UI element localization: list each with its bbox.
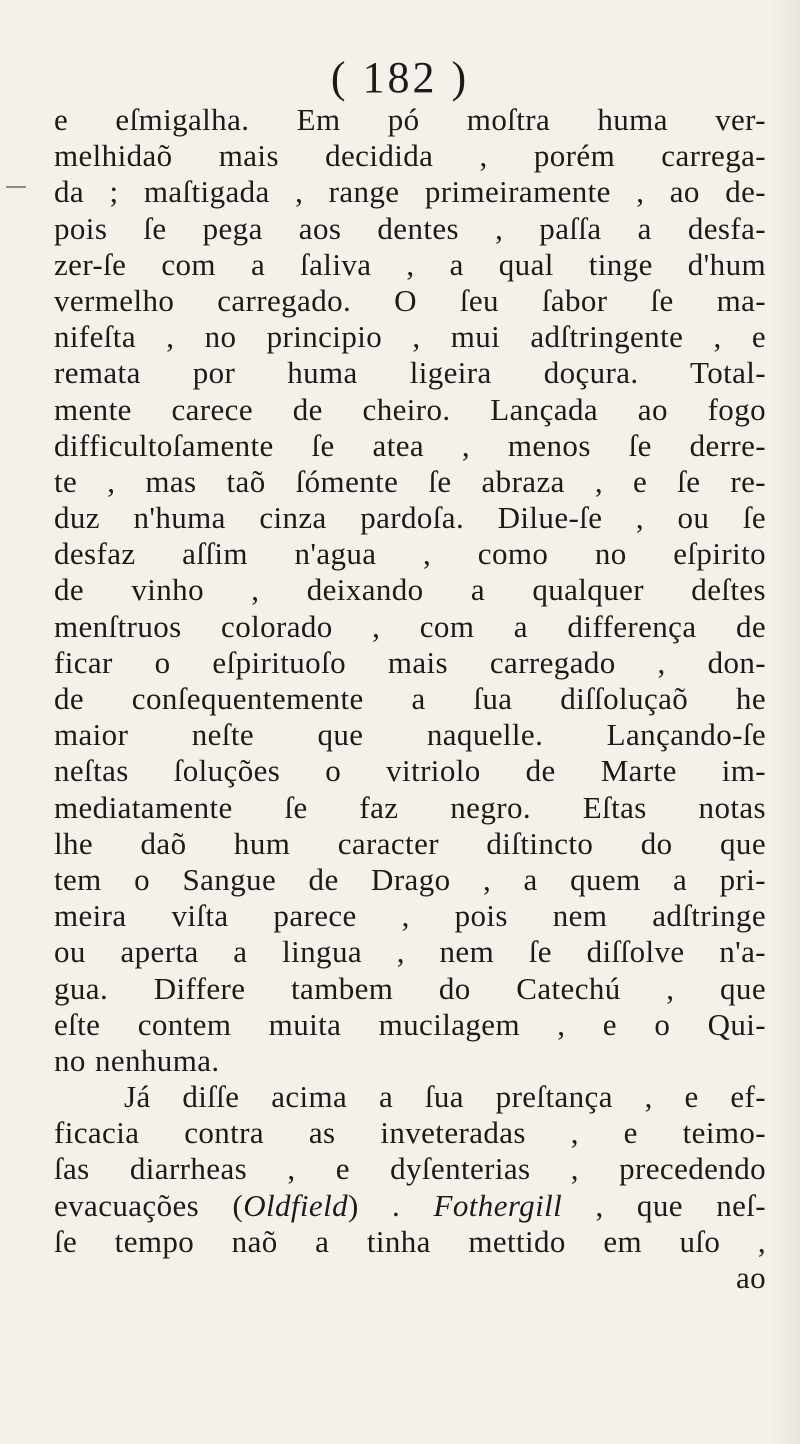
text-line: e eſmigalha. Em pó moſtra huma ver- <box>54 102 766 137</box>
text-line: duz n'huma cinza pardoſa. Dilue-ſe , ou ſe <box>54 500 766 536</box>
text-line: de vinho , deixando a qualquer deſtes <box>54 572 766 608</box>
paragraph-first-line: Já diſſe acima a ſua preſtança , e ef- <box>124 1079 766 1115</box>
text-segment: , que neſ- <box>562 1187 767 1223</box>
text-line: desfaz aſſim n'agua , como no eſpirito <box>54 536 766 572</box>
text-line: vermelho carregado. O ſeu ſabor ſe ma- <box>54 282 766 318</box>
text-line: ſas diarrheas , e dyſenterias , precedendo <box>54 1151 766 1187</box>
citation-oldfield: Oldfield <box>243 1187 348 1223</box>
text-segment: evacuações ( <box>54 1187 244 1223</box>
text-segment: ) . <box>348 1187 434 1223</box>
text-line: remata por huma ligeira doçura. Total- <box>54 355 766 391</box>
text-line: mente carece de cheiro. Lançada ao fogo <box>54 391 766 427</box>
text-line: de conſequentemente a ſua diſſoluçaõ he <box>54 681 766 716</box>
text-line: melhidaõ mais decidida , porém carrega- <box>54 138 766 174</box>
text-line: meira viſta parece , pois nem adſtringe <box>54 898 766 934</box>
body-text <box>54 102 766 1296</box>
page-edge-shade <box>770 0 800 1444</box>
text-line: ficar o eſpirituoſo mais carregado , don- <box>54 644 766 680</box>
text-line: neſtas ſoluções o vitriolo de Marte im- <box>54 753 766 789</box>
text-line: difficultoſamente ſe atea , menos ſe derre- <box>54 427 766 463</box>
text-line: lhe daõ hum caracter diſtincto do que <box>54 825 766 861</box>
citation-fothergill: Fothergill <box>433 1187 563 1223</box>
text-line: zer-ſe com a ſaliva , a qual tinge d'hum <box>54 246 766 282</box>
margin-mark <box>6 186 26 188</box>
text-line: ſe tempo naõ a tinha mettido em uſo , <box>54 1223 766 1259</box>
text-line: da ; maſtigada , range primeiramente , ao de- <box>54 174 766 210</box>
text-line-citations <box>54 1188 766 1224</box>
page-number: ( 182 ) <box>330 53 470 102</box>
text-line: maior neſte que naquelle. Lançando-ſe <box>54 717 766 753</box>
text-line: te , mas taõ ſómente ſe abraza , e ſe re- <box>54 463 766 499</box>
text-line: no nenhuma. <box>54 1042 220 1078</box>
text-line: menſtruos colorado , com a differença de <box>54 608 766 644</box>
text-line: nifeſta , no principio , mui adſtringente , e <box>54 319 766 355</box>
catchword: ao <box>735 1260 766 1295</box>
text-line: mediatamente ſe faz negro. Eſtas notas <box>54 789 766 825</box>
text-line: ou aperta a lingua , nem ſe diſſolve n'a- <box>54 934 766 970</box>
text-line: tem o Sangue de Drago , a quem a pri- <box>54 861 766 897</box>
text-line: eſte contem muita mucilagem , e o Qui- <box>54 1006 766 1042</box>
text-line: ficacia contra as inveteradas , e teimo- <box>54 1115 766 1151</box>
text-line: pois ſe pega aos dentes , paſſa a desfa- <box>54 210 766 246</box>
text-line: gua. Differe tambem do Catechú , que <box>54 970 766 1006</box>
